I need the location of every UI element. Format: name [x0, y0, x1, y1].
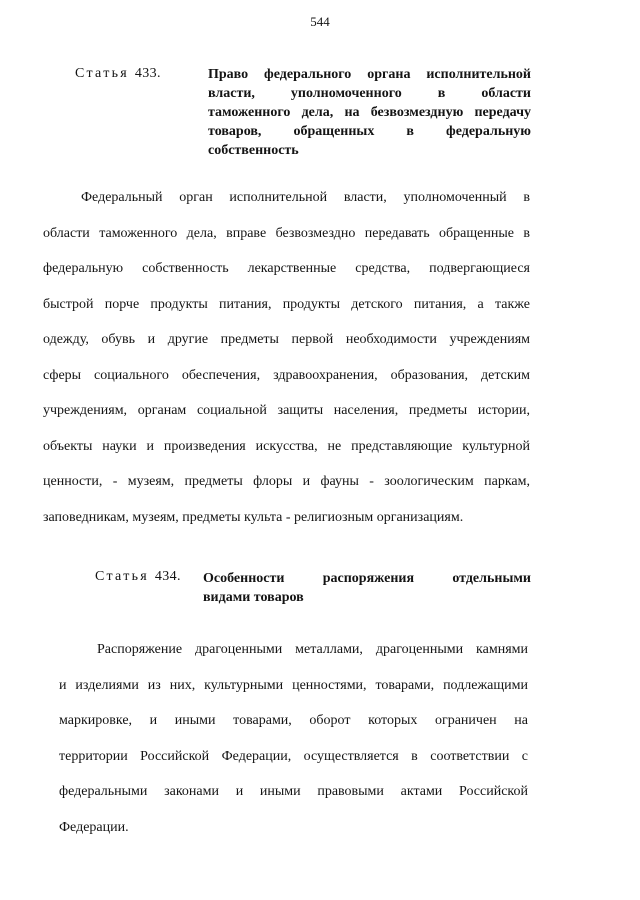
title-line: Право федерального органа исполнительной [208, 67, 531, 82]
title-line: видами товаров [203, 590, 304, 605]
article-word: Статья [75, 66, 130, 81]
body-line: федеральными законами и иными правовыми актами Российской [59, 784, 528, 799]
body-line: Федерации. [59, 819, 129, 835]
body-line: федеральную собственность лекарственные средства, подвергающиеся [43, 261, 530, 276]
body-line: маркировке, и иными товарами, оборот которых ограничен на [59, 713, 528, 728]
body-line: одежду, обувь и другие предметы первой необходимости учреждениям [43, 332, 530, 347]
body-line: быстрой порче продукты питания, продукты детского питания, а также [43, 296, 530, 312]
body-line: заповедникам, музеям, предметы культа - религиозным организациям. [43, 509, 464, 525]
body-line: территории Российской Федерации, осуществляется в соответствии с [59, 748, 528, 764]
article-433-label [75, 66, 161, 82]
body-line: Распоряжение драгоценными металлами, драгоценными камнями [97, 642, 528, 657]
title-line: товаров, обращенных в федеральную [208, 124, 531, 139]
article-434-label [95, 569, 181, 585]
title-line: власти, уполномоченного в области [208, 86, 531, 101]
body-line: учреждениям, органам социальной защиты населения, предметы истории, [43, 403, 530, 418]
body-line: сферы социального обеспечения, здравоохранения, образования, детским [43, 367, 530, 383]
article-number: 433. [134, 66, 161, 81]
title-line: Особенности распоряжения отдельными [203, 571, 531, 586]
body-line: и изделиями из них, культурными ценностями, товарами, подлежащими [59, 677, 528, 693]
page-number: 544 [310, 14, 330, 29]
article-433-body [43, 180, 530, 535]
title-line: таможенного дела, на безвозмездную передачу [208, 105, 531, 120]
article-434-title [203, 569, 531, 607]
body-line: объекты науки и произведения искусства, не представляющие культурной [43, 438, 530, 454]
article-word: Статья [95, 569, 150, 584]
body-line: ценности, - музеям, предметы флоры и фауны - зоологическим паркам, [43, 474, 530, 489]
article-433-title [208, 65, 531, 160]
body-line: Федеральный орган исполнительной власти, уполномоченный в [81, 190, 530, 205]
article-number: 434. [154, 569, 181, 584]
title-line: собственность [208, 143, 299, 158]
body-line: области таможенного дела, вправе безвозмездно передавать обращенные в [43, 225, 530, 241]
article-434-body [59, 632, 528, 845]
